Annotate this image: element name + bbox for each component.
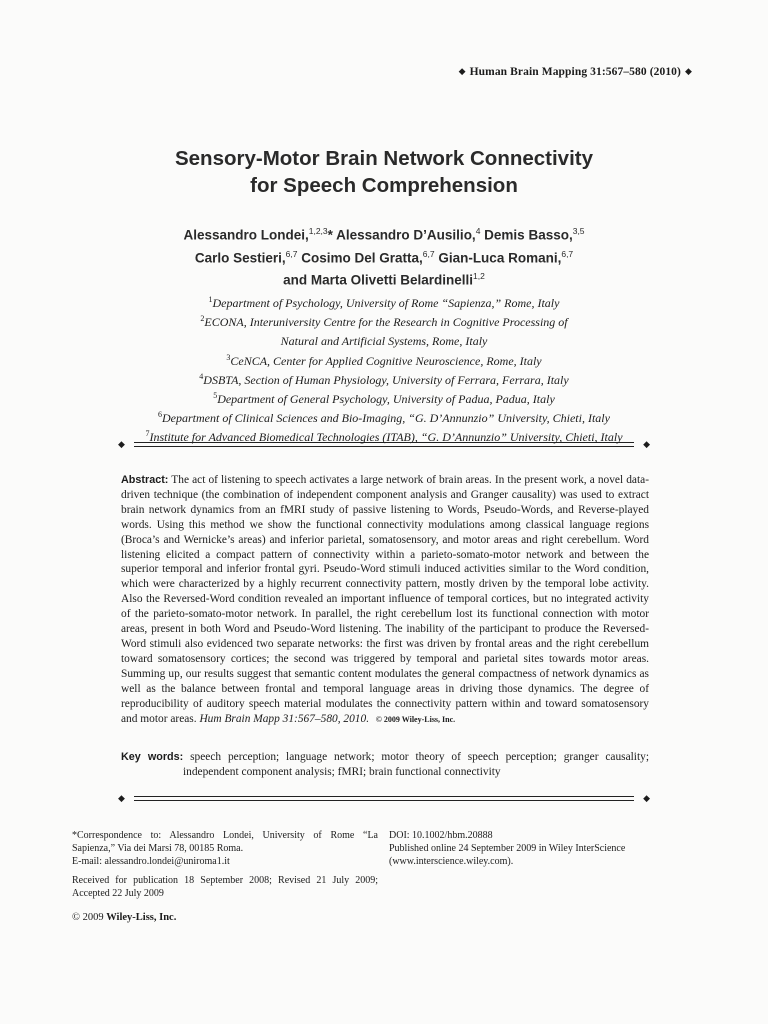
affiliation-list <box>0 292 768 446</box>
diamond-icon: ◆ <box>458 66 466 76</box>
affiliation-line: $^4$DSBTA, Section of Human Physiology, University of Ferrara, Ferrara, Italy <box>199 371 569 387</box>
author-name: Demis Basso, <box>480 227 573 243</box>
author-name: and Marta Olivetti Belardinelli <box>283 272 473 288</box>
diamond-icon: ◆ <box>118 439 125 449</box>
author-name: Alessandro D’Ausilio, <box>332 227 476 243</box>
abstract <box>121 473 649 727</box>
published-note: Published online 24 September 2009 in Wiley InterScience (www.interscience.wiley.com). <box>389 843 626 867</box>
diamond-icon: ◆ <box>118 793 125 803</box>
paper-title <box>0 145 768 199</box>
affiliation-line: $^2$ECONA, Interuniversity Centre for the Research in Cognitive Processing of <box>200 314 568 330</box>
abstract-copyright: © 2009 Wiley-Liss, Inc. <box>375 714 456 724</box>
author-affil-ref: 1,2 <box>472 271 485 281</box>
author-affil-ref: 6,7 <box>561 248 574 259</box>
author-affil-ref: 6,7 <box>422 248 435 259</box>
copyright-symbol: © 2009 <box>72 912 104 923</box>
author-name: Alessandro Londei, <box>183 227 309 243</box>
author-line-3 <box>0 267 768 290</box>
section-divider <box>118 439 650 451</box>
affiliation-line: $^1$Department of Psychology, University of Rome “Sapienza,” Rome, Italy <box>208 295 560 310</box>
author-affil-ref: 4 <box>475 226 481 236</box>
diamond-icon: ◆ <box>643 439 650 449</box>
email-note: E-mail: alessandro.londei@uniroma1.it <box>72 856 230 867</box>
footnote-right <box>389 829 695 868</box>
diamond-icon: ◆ <box>684 66 692 76</box>
journal-citation: Human Brain Mapping 31:567–580 (2010) <box>469 66 681 78</box>
diamond-icon: ◆ <box>643 793 650 803</box>
affiliation-line: Natural and Artificial Systems, Rome, Italy <box>280 334 488 349</box>
received-note: Received for publication 18 September 2008; Revised 21 July 2009; Accepted 22 July 2009 <box>72 875 378 899</box>
affiliation-line: $^5$Department of General Psychology, University of Padua, Padua, Italy <box>213 391 555 407</box>
corresponding-mark: * <box>327 227 333 243</box>
author-line-2 <box>0 245 768 268</box>
title-line-1: Sensory-Motor Brain Network Connectivity <box>174 147 594 170</box>
abstract-citation: Hum Brain Mapp 31:567–580, 2010. <box>199 712 370 725</box>
keywords-label: Key words: <box>121 751 184 763</box>
author-name: Carlo Sestieri, <box>194 250 286 265</box>
keywords <box>121 750 649 780</box>
affiliation-line: $^7$Institute for Advanced Biomedical Technologies (ITAB), “G. D’Annunzio” University, Chieti, Italy <box>145 429 623 445</box>
affiliation-line: $^3$CeNCA, Center for Applied Cognitive Neuroscience, Rome, Italy <box>226 352 542 368</box>
doi-note: DOI: 10.1002/hbm.20888 <box>389 830 493 841</box>
affiliation-line: $^6$Department of Clinical Sciences and Bio-Imaging, “G. D’Annunzio” University, Chieti, Italy <box>158 410 610 426</box>
correspondence-note: *Correspondence to: Alessandro Londei, University of Rome “La Sapienza,” Via dei Marsi 78, 00185 Roma. <box>72 830 378 854</box>
section-divider <box>118 793 650 805</box>
abstract-label: Abstract: <box>121 474 169 486</box>
running-header <box>455 66 696 78</box>
abstract-body: The act of listening to speech activates a large network of brain areas. In the present work, a novel data-driven technique (the combination of independent component analysis and Granger causality) was used to extract brain network dynamics from an fMRI study of passive listening to Words, Pseudo-Words, and Reverse-played words. Using this method we show the functional connectivity modulations among classical language regions (Broca’s and Wernicke’s areas) and inferior parietal, somatosensory, and motor areas and right cerebellum. Word listening elicited a compact pattern of connectivity within a parieto-somato-motor network and between the superior temporal and inferior frontal gyri. Pseudo-Word stimuli induced activities similar to the Word condition, which were characterized by a highly recurrent connectivity pattern, mostly driven by the temporal lobe activity. Also the Reversed-Word condition revealed an important influence of temporal cortices, but no integrated activity of the parieto-somato-motor network. In parallel, the right cerebellum lost its functional connection with motor areas, present in both Word and Pseudo-Word listening. The inability of the participant to produce the Reversed-Word stimuli also evidenced two separate networks: the first was driven by frontal areas and the right cerebellum toward somatosensory cortices; the second was triggered by temporal and parietal sites towards motor areas. Summing up, our results suggest that semantic content modulates the general compactness of network dynamics as well as the balance between frontal and temporal language areas in driving those dynamics. The degree of reproducibility of auditory speech material modulates the connectivity pattern within and toward somatosensory and motor areas. <box>121 474 649 725</box>
author-affil-ref: 3,5 <box>572 226 585 236</box>
author-name: Cosimo Del Gratta, <box>297 250 423 265</box>
keywords-text: speech perception; language network; motor theory of speech perception; granger causality; independent component analysis; fMRI; brain functional connectivity <box>183 751 649 778</box>
author-list <box>0 222 768 290</box>
copyright-holder: Wiley-Liss, Inc. <box>106 912 177 923</box>
author-affil-ref: 6,7 <box>285 248 298 259</box>
author-affil-ref: 1,2,3 <box>308 226 328 236</box>
author-name: Gian-Luca Romani, <box>434 250 562 265</box>
page-copyright <box>72 912 176 923</box>
author-line-1 <box>0 222 768 245</box>
footnote-left <box>72 829 378 900</box>
title-line-2: for Speech Comprehension <box>250 174 518 197</box>
